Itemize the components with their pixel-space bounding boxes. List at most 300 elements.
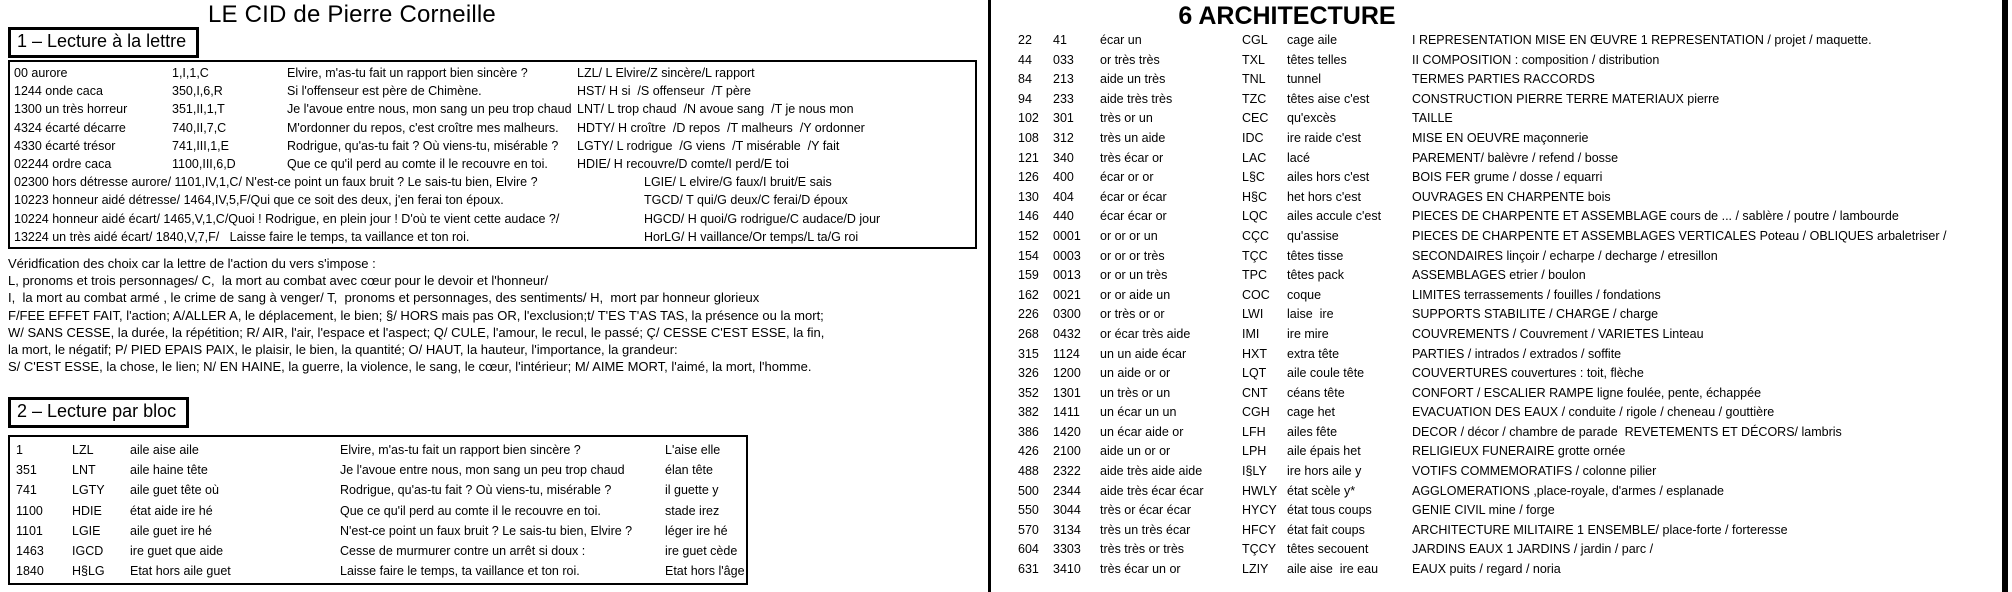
- arch-col-num: 386: [1018, 424, 1039, 439]
- arch-col-num: 84: [1018, 72, 1032, 87]
- t2-col-words: Etat hors aile guet: [130, 564, 231, 579]
- arch-col-words: têtes aise c'est: [1287, 91, 1370, 106]
- table-row: [10, 480, 746, 500]
- list-item: [992, 345, 2002, 365]
- t1-wide-text: 10223 honneur aidé détresse/ 1464,IV,5,F/Qui que ce soit des deux, j'en ferai ton époux.: [14, 193, 504, 208]
- arch-col-digits: 213: [1053, 72, 1074, 87]
- arch-col-description: ARCHITECTURE MILITAIRE 1 ENSEMBLE/ place-forte / forteresse: [1412, 522, 1788, 537]
- t2-col-tail: Etat hors l'âge: [665, 564, 745, 579]
- arch-col-mnemonic: un un aide écar: [1100, 346, 1187, 361]
- list-item: [992, 109, 2002, 129]
- t1-col-code: LGTY/ L rodrigue /G viens /T misérable /Y fait: [577, 138, 840, 153]
- table-row: [10, 521, 746, 541]
- t2-col-tail: L'aise elle: [665, 443, 721, 457]
- t2-col-words: aile guet tête où: [130, 483, 219, 498]
- arch-col-words: ailes accule c'est: [1287, 209, 1382, 224]
- arch-col-words: têtes secouent: [1287, 542, 1369, 557]
- arch-col-mnemonic: écar écar or: [1100, 209, 1167, 224]
- arch-col-digits: 1411: [1053, 405, 1080, 420]
- arch-col-description: SECONDAIRES linçoir / echarpe / decharge / etresillon: [1412, 248, 1718, 263]
- table-row: [10, 119, 975, 137]
- arch-col-code: IDC: [1242, 130, 1264, 145]
- arch-col-code: LFH: [1242, 424, 1266, 439]
- arch-col-words: état fait coups: [1287, 522, 1365, 537]
- t1-wide-code: LGIE/ L elvire/G faux/I bruit/E sais: [644, 175, 832, 190]
- arch-col-words: qu'assise: [1287, 228, 1339, 243]
- arch-col-description: TERMES PARTIES RACCORDS: [1412, 72, 1595, 87]
- arch-col-num: 162: [1018, 287, 1039, 302]
- t1-wide-code: HGCD/ H quoi/G rodrigue/C audace/D jour: [644, 211, 881, 226]
- arch-col-digits: 0021: [1053, 287, 1081, 302]
- arch-col-code: HFCY: [1242, 522, 1277, 537]
- arch-col-code: TÇCY: [1242, 542, 1277, 557]
- arch-col-code: TÇC: [1242, 248, 1268, 263]
- arch-col-mnemonic: or or or un: [1100, 228, 1158, 243]
- arch-col-mnemonic: or or or très: [1100, 248, 1165, 263]
- arch-col-num: 382: [1018, 405, 1039, 420]
- table-row: [10, 228, 975, 246]
- list-item: [992, 540, 2002, 560]
- arch-col-code: IMI: [1242, 326, 1260, 341]
- arch-col-digits: 0013: [1053, 268, 1081, 283]
- t2-col-words: ire guet que aide: [130, 544, 224, 559]
- arch-col-num: 108: [1018, 130, 1039, 145]
- list-item: [992, 207, 2002, 227]
- lecture-lettre-rows: [10, 64, 975, 173]
- list-item: [992, 462, 2002, 482]
- t2-col-code: LGIE: [72, 523, 101, 538]
- arch-col-words: têtes pack: [1287, 268, 1344, 283]
- arch-col-words: aile épais het: [1287, 444, 1361, 459]
- t2-col-tail: il guette y: [665, 483, 719, 498]
- arch-col-words: céans tête: [1287, 385, 1345, 400]
- list-item: [992, 70, 2002, 90]
- arch-col-description: PIECES DE CHARPENTE ET ASSEMBLAGE cours de ... / sablère / poutre / lambourde: [1412, 209, 1899, 224]
- list-item: [992, 560, 2002, 580]
- arch-col-description: DECOR / décor / chambre de parade REVETEMENTS ET DÉCORS/ lambris: [1412, 424, 1842, 439]
- arch-col-description: II COMPOSITION : composition / distribution: [1412, 52, 1660, 67]
- arch-col-code: LQC: [1242, 209, 1268, 224]
- table-row: [10, 541, 746, 561]
- arch-col-description: OUVRAGES EN CHARPENTE bois: [1412, 189, 1611, 204]
- arch-col-description: PAREMENT/ balèvre / refend / bosse: [1412, 150, 1619, 165]
- t1-col-verse: Que ce qu'il perd au comte il le recouvre en toi.: [287, 157, 548, 172]
- arch-col-description: RELIGIEUX FUNERAIRE grotte ornée: [1412, 444, 1626, 459]
- arch-col-mnemonic: aide très écar écar: [1100, 483, 1204, 498]
- t1-col-ref: 1100,III,6,D: [172, 157, 236, 172]
- arch-col-digits: 1301: [1053, 385, 1081, 400]
- arch-col-mnemonic: très un aide: [1100, 130, 1166, 145]
- arch-col-digits: 3303: [1053, 542, 1081, 557]
- t1-col-verse: Je l'avoue entre nous, mon sang un peu trop chaud: [287, 102, 572, 117]
- arch-col-description: JARDINS EAUX 1 JARDINS / jardin / parc /: [1412, 542, 1654, 557]
- panel-divider: [988, 0, 991, 592]
- arch-col-mnemonic: un très or un: [1100, 385, 1171, 400]
- arch-col-code: HWLY: [1242, 483, 1278, 498]
- t2-col-code: LNT: [72, 463, 96, 478]
- arch-col-description: CONFORT / ESCALIER RAMPE ligne foulée, pente, échappée: [1412, 385, 1762, 400]
- arch-col-mnemonic: très or écar écar: [1100, 503, 1192, 518]
- arch-col-mnemonic: un aide or or: [1100, 366, 1171, 381]
- t2-col-code: HDIE: [72, 503, 102, 518]
- arch-col-words: laise ire: [1287, 307, 1334, 322]
- arch-col-description: GENIE CIVIL mine / forge: [1412, 503, 1555, 518]
- arch-col-digits: 301: [1053, 111, 1074, 126]
- list-item: [992, 149, 2002, 169]
- arch-col-mnemonic: très un très écar: [1100, 522, 1191, 537]
- arch-col-code: LPH: [1242, 444, 1267, 459]
- arch-col-mnemonic: or écar très aide: [1100, 326, 1191, 341]
- t2-col-verse: Laisse faire le temps, ta vaillance et ton roi.: [340, 564, 580, 579]
- list-item: [992, 403, 2002, 423]
- verification-line: W/ SANS CESSE, la durée, la répétition; R/ AIR, l'air, l'espace et l'aspect; Q/ CULE, l'amour, le recul, le passé; Ç/ CESSE C'EST ESSE, la fin,: [8, 324, 825, 340]
- verification-line: F/FEE EFFET FAIT, l'action; A/ALLER A, le déplacement, le bien; §/ HORS mais pas OR, l'exclusion;t/ T'ES T'AS TAS, la présence ou la mort;: [8, 307, 824, 323]
- arch-col-description: COUVERTURES couvertures : toit, flèche: [1412, 366, 1644, 381]
- arch-col-mnemonic: très écar un or: [1100, 562, 1181, 577]
- t1-col-verse: Elvire, m'as-tu fait un rapport bien sincère ?: [287, 66, 528, 80]
- arch-col-description: CONSTRUCTION PIERRE TERRE MATERIAUX pierre: [1412, 91, 1720, 106]
- t1-col-ref: 350,I,6,R: [172, 84, 223, 99]
- list-item: [992, 423, 2002, 443]
- t1-col-verse: Si l'offenseur est père de Chimène.: [287, 84, 482, 99]
- arch-col-mnemonic: écar or écar: [1100, 189, 1167, 204]
- arch-col-num: 44: [1018, 52, 1032, 67]
- arch-col-num: 226: [1018, 307, 1039, 322]
- arch-col-num: 570: [1018, 522, 1039, 537]
- section2-heading: 2 – Lecture par bloc: [8, 397, 189, 428]
- arch-col-description: PARTIES / intrados / extrados / soffite: [1412, 346, 1622, 361]
- arch-col-digits: 404: [1053, 189, 1074, 204]
- t1-col-ref: 351,II,1,T: [172, 102, 225, 117]
- arch-col-mnemonic: aide très très: [1100, 91, 1173, 106]
- arch-col-num: 550: [1018, 503, 1039, 518]
- table-row: [10, 137, 975, 155]
- arch-col-code: TZC: [1242, 91, 1267, 106]
- t2-col-code: H§LG: [72, 564, 105, 579]
- arch-col-num: 326: [1018, 366, 1039, 381]
- t2-col-verse: Que ce qu'il perd au comte il le recouvre en toi.: [340, 503, 601, 518]
- arch-col-words: ailes hors c'est: [1287, 170, 1370, 185]
- arch-col-code: I§LY: [1242, 464, 1267, 479]
- arch-col-words: aile aise ire eau: [1287, 562, 1379, 577]
- list-item: [992, 129, 2002, 149]
- arch-col-words: ire raide c'est: [1287, 130, 1361, 145]
- arch-col-num: 604: [1018, 542, 1039, 557]
- t1-col-mnemonic: 00 aurore: [14, 66, 68, 80]
- page-right-border: [2002, 0, 2008, 592]
- t1-col-mnemonic: 1244 onde caca: [14, 84, 103, 99]
- verification-line: Véridfication des choix car la lettre de l'action du vers s'impose :: [8, 256, 376, 271]
- t2-col-verse: N'est-ce point un faux bruit ? Le sais-tu bien, Elvire ?: [340, 523, 633, 538]
- arch-col-digits: 1124: [1053, 346, 1080, 361]
- table-row: [10, 100, 975, 118]
- arch-col-words: ailes fête: [1287, 424, 1338, 439]
- arch-col-num: 22: [1018, 33, 1032, 47]
- t1-col-code: LNT/ L trop chaud /N avoue sang /T je nous mon: [577, 102, 854, 117]
- t1-col-code: HST/ H si /S offenseur /T père: [577, 84, 751, 99]
- arch-col-code: H§C: [1242, 189, 1268, 204]
- t2-col-words: aile haine tête: [130, 463, 208, 478]
- list-item: [992, 31, 2002, 51]
- arch-col-num: 102: [1018, 111, 1039, 126]
- arch-col-digits: 312: [1053, 130, 1074, 145]
- verification-paragraph: [8, 255, 824, 375]
- t2-col-tail: ire guet cède: [665, 544, 738, 559]
- arch-col-code: LQT: [1242, 366, 1267, 381]
- arch-col-description: EAUX puits / regard / noria: [1412, 562, 1561, 577]
- verification-line: la mort, le négatif; P/ PIED EPAIS PAIX, le plaisir, le bien, la quantité; O/ HAUT, la hauteur, l'importance, la grandeur:: [8, 342, 678, 358]
- arch-col-words: lacé: [1287, 150, 1310, 165]
- arch-col-mnemonic: un écar un un: [1100, 405, 1177, 420]
- t2-col-verse: Cesse de murmurer contre un arrêt si doux :: [340, 544, 586, 559]
- arch-col-mnemonic: très très or très: [1100, 542, 1185, 557]
- list-item: [992, 364, 2002, 384]
- t2-col-verse: Elvire, m'as-tu fait un rapport bien sincère ?: [340, 443, 581, 457]
- t1-col-ref: 741,III,1,E: [172, 138, 229, 153]
- arch-col-description: EVACUATION DES EAUX / conduite / rigole / cheneau / gouttière: [1412, 405, 1775, 420]
- arch-col-mnemonic: aide très aide aide: [1100, 464, 1203, 479]
- list-item: [992, 51, 2002, 71]
- t2-col-words: aile aise aile: [130, 443, 199, 457]
- t2-col-verse: Je l'avoue entre nous, mon sang un peu trop chaud: [340, 463, 625, 478]
- arch-col-words: têtes tisse: [1287, 248, 1344, 263]
- arch-col-code: CEC: [1242, 111, 1269, 126]
- arch-col-num: 146: [1018, 209, 1039, 224]
- t2-col-num: 741: [16, 483, 37, 498]
- table-row: [10, 191, 975, 209]
- arch-col-words: aile coule tête: [1287, 366, 1365, 381]
- arch-col-code: CÇC: [1242, 228, 1270, 243]
- arch-col-digits: 2100: [1053, 444, 1081, 459]
- table-row: [10, 561, 746, 581]
- t1-col-mnemonic: 1300 un très horreur: [14, 102, 128, 117]
- arch-col-mnemonic: écar un: [1100, 33, 1142, 47]
- t2-col-tail: élan tête: [665, 463, 713, 478]
- table-row: [10, 173, 975, 191]
- arch-col-description: TAILLE: [1412, 111, 1453, 126]
- arch-col-digits: 2322: [1053, 464, 1081, 479]
- list-item: [992, 442, 2002, 462]
- arch-col-digits: 41: [1053, 33, 1067, 47]
- table-row: [10, 501, 746, 521]
- arch-col-code: CGL: [1242, 33, 1268, 47]
- t2-col-code: IGCD: [72, 544, 104, 559]
- t1-col-code: HDIE/ H recouvre/D comte/I perd/E toi: [577, 157, 789, 172]
- arch-col-code: CGH: [1242, 405, 1270, 420]
- architecture-list: [992, 31, 2002, 580]
- list-item: [992, 521, 2002, 541]
- list-item: [992, 266, 2002, 286]
- t1-col-code: HDTY/ H croître /D repos /T malheurs /Y ordonner: [577, 120, 865, 135]
- arch-col-mnemonic: aide un or or: [1100, 444, 1171, 459]
- arch-col-code: L§C: [1242, 170, 1265, 185]
- arch-col-words: ire mire: [1287, 326, 1329, 341]
- page-title-architecture: 6 ARCHITECTURE: [1178, 2, 1396, 30]
- architecture-panel: [992, 0, 2002, 592]
- arch-col-digits: 0432: [1053, 326, 1081, 341]
- arch-col-num: 126: [1018, 170, 1039, 185]
- table-row: [10, 64, 975, 82]
- arch-col-digits: 2344: [1053, 483, 1081, 498]
- arch-col-code: LAC: [1242, 150, 1267, 165]
- t2-col-num: 1: [16, 443, 23, 457]
- t2-col-code: LGTY: [72, 483, 105, 498]
- list-item: [992, 227, 2002, 247]
- arch-col-digits: 033: [1053, 52, 1074, 67]
- arch-col-mnemonic: un écar aide or: [1100, 424, 1184, 439]
- arch-col-words: coque: [1287, 287, 1322, 302]
- arch-col-words: qu'excès: [1287, 111, 1336, 126]
- t2-col-num: 351: [16, 463, 37, 478]
- arch-col-code: HYCY: [1242, 503, 1277, 518]
- arch-col-words: extra tête: [1287, 346, 1340, 361]
- arch-col-code: TPC: [1242, 268, 1267, 283]
- arch-col-mnemonic: or or un très: [1100, 268, 1168, 283]
- arch-col-digits: 3044: [1053, 503, 1081, 518]
- arch-col-description: LIMITES terrassements / fouilles / fondations: [1412, 287, 1661, 302]
- table-row: [10, 155, 975, 173]
- t2-col-words: état aide ire hé: [130, 503, 213, 518]
- lecid-panel: [0, 0, 988, 592]
- t2-col-code: LZL: [72, 443, 94, 457]
- arch-col-words: ire hors aile y: [1287, 464, 1362, 479]
- table-row: [10, 460, 746, 480]
- arch-col-words: état tous coups: [1287, 503, 1372, 518]
- arch-col-mnemonic: aide un très: [1100, 72, 1166, 87]
- arch-col-code: CNT: [1242, 385, 1268, 400]
- arch-col-mnemonic: écar or or: [1100, 170, 1154, 185]
- table-row: [10, 210, 975, 228]
- lecture-lettre-rows-wide: [10, 173, 975, 246]
- arch-col-code: LWI: [1242, 307, 1264, 322]
- arch-col-digits: 3410: [1053, 562, 1081, 577]
- table-row: [10, 440, 746, 460]
- t1-col-code: LZL/ L Elvire/Z sincère/L rapport: [577, 66, 755, 80]
- verification-line: S/ C'EST ESSE, la chose, le lien; N/ EN HAINE, la guerre, la violence, le sang, le cœur, l'intérieur; M/ AIME MORT, l'aimé, la mort, l'homme.: [8, 359, 812, 375]
- arch-col-words: cage het: [1287, 405, 1335, 420]
- arch-col-words: état scèle y*: [1287, 483, 1356, 498]
- arch-col-description: ASSEMBLAGES etrier / boulon: [1412, 268, 1586, 283]
- arch-col-num: 268: [1018, 326, 1039, 341]
- arch-col-num: 159: [1018, 268, 1039, 283]
- arch-col-num: 94: [1018, 91, 1032, 106]
- arch-col-mnemonic: or or aide un: [1100, 287, 1171, 302]
- lecture-bloc-table: [8, 435, 748, 585]
- t2-col-num: 1100: [16, 503, 43, 518]
- t2-col-tail: léger ire hé: [665, 523, 728, 538]
- arch-col-num: 631: [1018, 562, 1039, 577]
- list-item: [992, 384, 2002, 404]
- arch-col-description: PIECES DE CHARPENTE ET ASSEMBLAGES VERTICALES Poteau / OBLIQUES arbaletriser /: [1412, 228, 1947, 243]
- arch-col-description: BOIS FER grume / dosse / equarri: [1412, 170, 1603, 185]
- arch-col-code: TXL: [1242, 52, 1265, 67]
- arch-col-num: 488: [1018, 464, 1039, 479]
- t1-col-ref: 1,I,1,C: [172, 66, 209, 80]
- arch-col-description: I REPRESENTATION MISE EN ŒUVRE 1 REPRESENTATION / projet / maquette.: [1412, 33, 1872, 47]
- arch-col-code: COC: [1242, 287, 1270, 302]
- t2-col-tail: stade irez: [665, 503, 720, 518]
- list-item: [992, 247, 2002, 267]
- arch-col-num: 500: [1018, 483, 1039, 498]
- t1-col-ref: 740,II,7,C: [172, 120, 227, 135]
- table-row: [10, 82, 975, 100]
- arch-col-words: tunnel: [1287, 72, 1322, 87]
- arch-col-words: cage aile: [1287, 33, 1338, 47]
- list-item: [992, 325, 2002, 345]
- arch-col-digits: 1420: [1053, 424, 1081, 439]
- list-item: [992, 168, 2002, 188]
- arch-col-num: 121: [1018, 150, 1039, 165]
- t1-col-verse: Rodrigue, qu'as-tu fait ? Où viens-tu, misérable ?: [287, 138, 559, 153]
- arch-col-code: HXT: [1242, 346, 1267, 361]
- arch-col-description: COUVREMENTS / Couvrement / VARIETES Linteau: [1412, 326, 1704, 341]
- t2-col-num: 1463: [16, 544, 44, 559]
- verification-line: L, pronoms et trois personnages/ C, la mort au combat avec cœur pour le devoir et l'honneur/: [8, 273, 549, 289]
- list-item: [992, 305, 2002, 325]
- arch-col-num: 352: [1018, 385, 1039, 400]
- arch-col-words: têtes telles: [1287, 52, 1347, 67]
- arch-col-digits: 400: [1053, 170, 1074, 185]
- t2-col-num: 1840: [16, 564, 44, 579]
- t1-wide-code: TGCD/ T qui/G deux/C ferai/D époux: [644, 193, 848, 208]
- arch-col-digits: 1200: [1053, 366, 1081, 381]
- arch-col-description: VOTIFS COMMEMORATIFS / colonne pilier: [1412, 464, 1657, 479]
- arch-col-words: het hors c'est: [1287, 189, 1361, 204]
- section1-heading: 1 – Lecture à la lettre: [8, 27, 199, 58]
- t1-wide-text: 13224 un très aidé écart/ 1840,V,7,F/ Laisse faire le temps, ta vaillance et ton roi.: [14, 229, 470, 244]
- list-item: [992, 501, 2002, 521]
- arch-col-digits: 3134: [1053, 522, 1081, 537]
- arch-col-digits: 0003: [1053, 248, 1081, 263]
- arch-col-mnemonic: très or un: [1100, 111, 1153, 126]
- arch-col-num: 315: [1018, 346, 1039, 361]
- lecture-lettre-table: [8, 60, 977, 249]
- arch-col-digits: 440: [1053, 209, 1074, 224]
- t1-wide-text: 10224 honneur aidé écart/ 1465,V,1,C/Quoi ! Rodrigue, en plein jour ! D'où te vient cette audace ?/: [14, 211, 560, 226]
- t1-wide-code: HorLG/ H vaillance/Or temps/L ta/G roi: [644, 229, 859, 244]
- arch-col-description: AGGLOMERATIONS ,place-royale, d'armes / esplanade: [1412, 483, 1724, 498]
- page-title-lecid: LE CID de Pierre Corneille: [208, 1, 496, 28]
- arch-col-description: SUPPORTS STABILITE / CHARGE / charge: [1412, 307, 1659, 322]
- list-item: [992, 482, 2002, 502]
- arch-col-mnemonic: or très or or: [1100, 307, 1165, 322]
- list-item: [992, 188, 2002, 208]
- t1-wide-text: 02300 hors détresse aurore/ 1101,IV,1,C/ N'est-ce point un faux bruit ? Le sais-tu bien, Elvire ?: [14, 175, 538, 190]
- arch-col-digits: 340: [1053, 150, 1074, 165]
- t2-col-verse: Rodrigue, qu'as-tu fait ? Où viens-tu, misérable ?: [340, 483, 612, 498]
- list-item: [992, 286, 2002, 306]
- arch-col-num: 426: [1018, 444, 1039, 459]
- arch-col-digits: 0300: [1053, 307, 1081, 322]
- arch-col-description: MISE EN OEUVRE maçonnerie: [1412, 130, 1589, 145]
- arch-col-num: 152: [1018, 228, 1039, 243]
- t2-col-num: 1101: [16, 523, 43, 538]
- arch-col-code: LZIY: [1242, 562, 1269, 577]
- arch-col-code: TNL: [1242, 72, 1266, 87]
- arch-col-digits: 233: [1053, 91, 1074, 106]
- t2-col-words: aile guet ire hé: [130, 523, 213, 538]
- t1-col-verse: M'ordonner du repos, c'est croître mes malheurs.: [287, 120, 559, 135]
- arch-col-mnemonic: très écar or: [1100, 150, 1164, 165]
- arch-col-digits: 0001: [1053, 228, 1081, 243]
- verification-line: I, la mort au combat armé , le crime de sang à venger/ T, pronoms et personnages, des sentiments/ H, mort par honneur glorieux: [8, 290, 760, 306]
- list-item: [992, 90, 2002, 110]
- arch-col-num: 130: [1018, 189, 1039, 204]
- t1-col-mnemonic: 02244 ordre caca: [14, 157, 112, 172]
- arch-col-num: 154: [1018, 248, 1039, 263]
- t1-col-mnemonic: 4324 écarté décarre: [14, 120, 126, 135]
- arch-col-mnemonic: or très très: [1100, 52, 1160, 67]
